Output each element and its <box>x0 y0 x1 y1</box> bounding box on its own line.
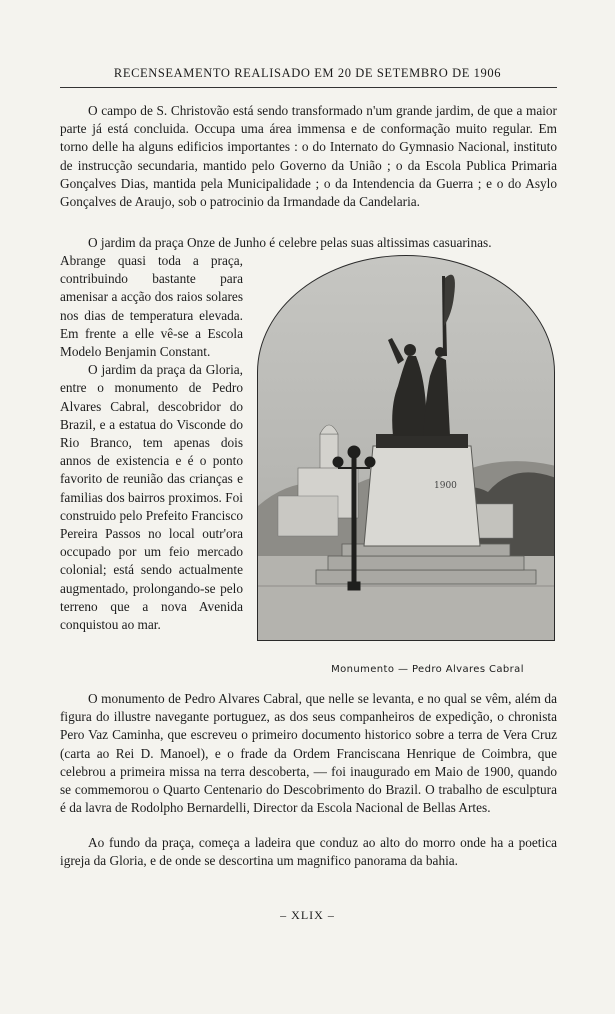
page-number: – XLIX – <box>280 908 335 922</box>
paragraph-praca-onze-lead: O jardim da praça Onze de Junho é celebre pelas suas altissimas casuarinas. <box>88 235 492 250</box>
plinth-inscription: 1900 <box>434 481 457 491</box>
figure-caption: Monumento — Pedro Alvares Cabral <box>331 664 524 675</box>
paragraph-gloria: O jardim da praça da Gloria, entre o monumento de Pedro Alvares Cabral, descobridor do Brazil, e a estatua do Visconde do Rio Branco, tem apenas dois annos de existencia e é o ponto favorito de reunião das crianças e familias dos bairros proximos. Foi construido pelo Prefeito Francisco Pereira Passos no local outr'ora occupado por um feio mercado colonial; está sendo actualmente augmentado, prolongando-se pelo terreno que a nova Avenida conquistou ao mar. <box>60 362 243 633</box>
header-rule <box>60 87 557 88</box>
paragraph-ladeira: Ao fundo da praça, começa a ladeira que conduz ao alto do morro onde ha a poetica igreja da Gloria, e de onde se descortina um magnifico panorama da bahia. <box>60 835 557 869</box>
monument-photo-illustration <box>258 256 555 641</box>
monument-base <box>316 544 536 584</box>
paragraph-praca-onze-continued: Abrange quasi toda a praça, contribuindo bastante para amenisar a acção dos raios solares nos dias de temperatura elevada. Em frente a elle vê-se a Escola Modelo Benjamin Constant. <box>60 253 243 360</box>
monument-photograph <box>257 255 555 641</box>
running-header: RECENSEAMENTO REALISADO EM 20 DE SETEMBRO DE 1906 <box>113 66 502 80</box>
statue-group <box>388 275 455 436</box>
text-with-figure <box>60 252 557 688</box>
paragraph-sao-christovao: O campo de S. Christovão está sendo transformado n'um grande jardim, de que a maior parte já está concluida. Occupa uma área immensa e de conformação muito regular. Em torno delle ha alguns edificios importantes : o do Internato do Gymnasio Nacional, instituto de instrucção secundaria, mantido pelo Governo da União ; o da Escola Publica Primaria Gonçalves Dias, mantida pela Municipalidade ; o da Intendencia da Guerra ; e o do Asylo Gonçalves de Araujo, sob o patrocinio da Irmandade da Candelaria. <box>60 103 557 210</box>
monument-plinth <box>364 434 480 546</box>
figure-monument <box>251 255 557 655</box>
paragraph-monument: O monumento de Pedro Alvares Cabral, que nelle se levanta, e no qual se vêm, além da figura do illustre navegante portuguez, as dos seus companheiros de expedição, o chronista Pero Vaz Caminha, que escreveu o primeiro documento historico sobre a terra de Vera Cruz (carta ao Rei D. Manoel), e o frade da Ordem Franciscana Henrique de Coimbra, que celebrou a primeira missa na terra descoberta, — foi inaugurado em Maio de 1900, quando se commemorou o Quarto Centenario do Descobrimento do Brazil. O trabalho de esculptura é da lavra de Rodolpho Bernardelli, Director da Escola Nacional de Bellas Artes. <box>60 691 557 816</box>
